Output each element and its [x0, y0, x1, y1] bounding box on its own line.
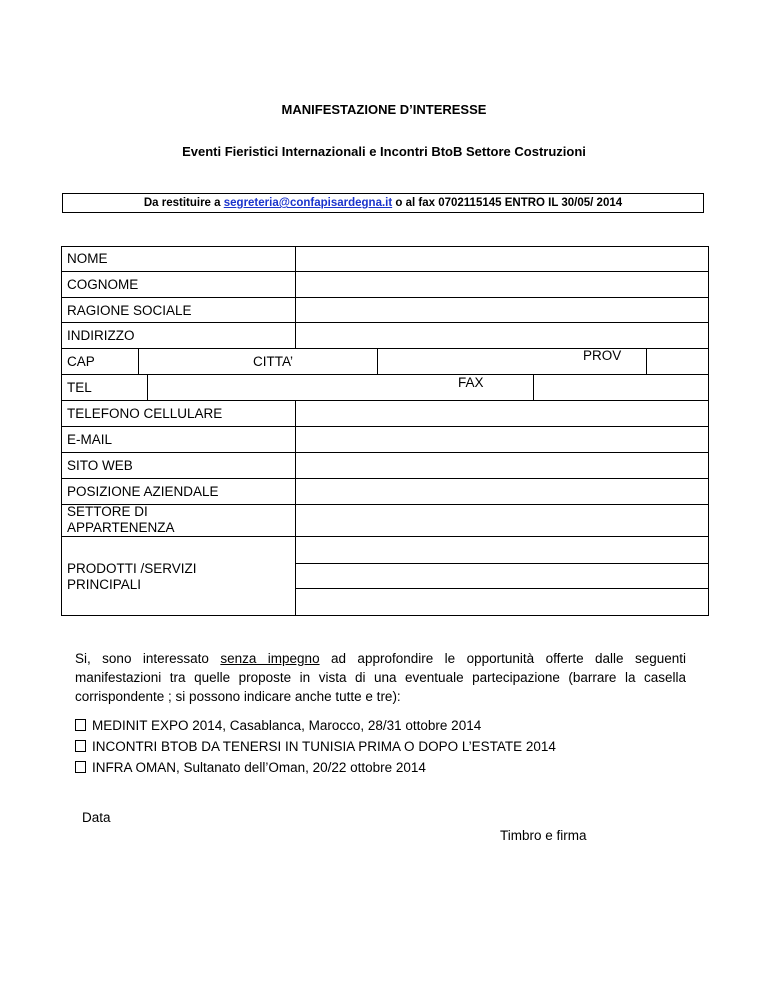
label-cap: CAP: [67, 354, 95, 369]
tel-field[interactable]: [148, 375, 448, 400]
fax-field[interactable]: [534, 375, 708, 400]
registration-form: [61, 246, 709, 616]
prov-field[interactable]: [647, 349, 708, 374]
event-options: [75, 715, 556, 778]
option-label: INCONTRI BTOB DA TENERSI IN TUNISIA PRIMA O DOPO L’ESTATE 2014: [92, 739, 556, 754]
email-link[interactable]: segreteria@confapisardegna.it: [223, 197, 393, 209]
label-sito-web: SITO WEB: [67, 458, 133, 473]
label-cellulare: TELEFONO CELLULARE: [67, 406, 223, 421]
citta-field[interactable]: [378, 349, 578, 374]
intro-part1: Si, sono interessato: [75, 651, 221, 666]
label-email: E-MAIL: [67, 432, 113, 447]
sito-web-field[interactable]: [296, 453, 708, 478]
label-settore-1: SETTORE DI: [67, 504, 148, 519]
prodotti-field[interactable]: [296, 537, 708, 615]
page-title: MANIFESTAZIONE D’INTERESSE: [281, 102, 487, 117]
label-posizione: POSIZIONE AZIENDALE: [67, 484, 219, 499]
cognome-field[interactable]: [296, 272, 708, 297]
date-label: Data: [82, 810, 111, 825]
intro-part2: ad approfondire le opportunità offerte dalle seguenti manifestazioni tra quelle proposte in vista di una eventuale partecipazione (barrare la casella corrispondente ; si possono indicare anche tutte e tre):: [75, 651, 686, 704]
label-prov: PROV: [583, 348, 622, 363]
label-prodotti-1: PRODOTTI /SERVIZI: [67, 561, 197, 576]
checkbox[interactable]: [75, 719, 86, 731]
cap-field[interactable]: [139, 349, 249, 374]
checkbox[interactable]: [75, 740, 86, 752]
label-tel: TEL: [67, 380, 92, 395]
notice-prefix: Da restituire a: [143, 197, 224, 209]
label-indirizzo: INDIRIZZO: [67, 328, 135, 343]
label-nome: NOME: [67, 251, 108, 266]
checkbox[interactable]: [75, 761, 86, 773]
posizione-field[interactable]: [296, 479, 708, 504]
interest-statement: [75, 649, 686, 706]
label-prodotti-2: PRINCIPALI: [67, 577, 142, 592]
label-citta: CITTA’: [253, 354, 293, 369]
return-notice: [62, 193, 704, 213]
option-row: [75, 736, 556, 757]
option-label: MEDINIT EXPO 2014, Casablanca, Marocco, 28/31 ottobre 2014: [92, 718, 482, 733]
signature-label: Timbro e firma: [500, 828, 587, 843]
label-fax: FAX: [458, 375, 484, 390]
option-row: [75, 757, 556, 778]
option-label: INFRA OMAN, Sultanato dell’Oman, 20/22 ottobre 2014: [92, 760, 426, 775]
settore-field[interactable]: [296, 505, 708, 536]
notice-suffix: o al fax 0702115145 ENTRO IL 30/05/ 2014: [392, 197, 623, 209]
ragione-sociale-field[interactable]: [296, 298, 708, 322]
nome-field[interactable]: [296, 247, 708, 271]
page-subtitle: Eventi Fieristici Internazionali e Incontri BtoB Settore Costruzioni: [182, 144, 586, 159]
intro-underlined: senza impegno: [220, 651, 320, 666]
indirizzo-field[interactable]: [296, 323, 708, 348]
label-settore-2: APPARTENENZA: [67, 520, 175, 535]
option-row: [75, 715, 556, 736]
label-ragione-sociale: RAGIONE SOCIALE: [67, 303, 192, 318]
email-field[interactable]: [296, 427, 708, 452]
cellulare-field[interactable]: [296, 401, 708, 426]
label-cognome: COGNOME: [67, 277, 139, 292]
